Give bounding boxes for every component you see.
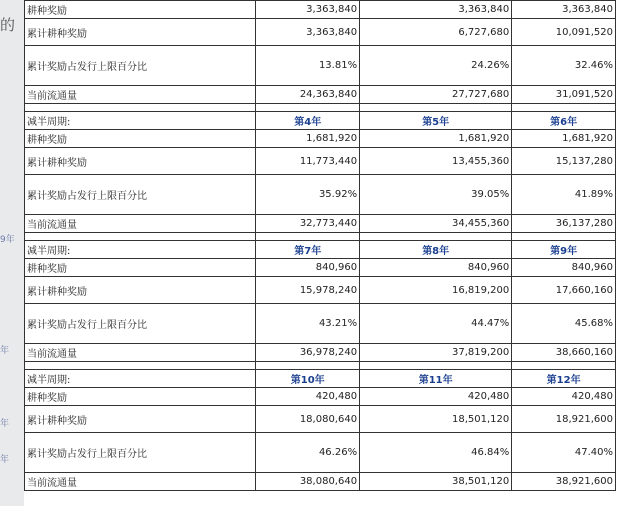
- cell-value: 41.89%: [512, 175, 616, 215]
- cell-value: 3,363,840: [512, 1, 616, 19]
- row-label: 累计耕种奖励: [25, 148, 256, 175]
- cell-value: 6,727,680: [360, 19, 512, 46]
- cell-value: 38,921,600: [512, 473, 616, 491]
- table-row: [25, 19, 616, 46]
- year-header: 第9年: [512, 241, 616, 259]
- row-label: 累计耕种奖励: [25, 19, 256, 46]
- cell-value: 34,455,360: [360, 215, 512, 233]
- cell-value: 27,727,680: [360, 86, 512, 104]
- table-row: [25, 130, 616, 148]
- edge-fragment: 9年: [0, 235, 15, 245]
- cell-value: 13.81%: [256, 46, 360, 86]
- row-label: 当前流通量: [25, 215, 256, 233]
- table-row: [25, 1, 616, 19]
- cell-value: 43.21%: [256, 304, 360, 344]
- half-period-label: 减半周期:: [25, 370, 256, 388]
- table-row: [25, 86, 616, 104]
- year-header: 第11年: [360, 370, 512, 388]
- cell-value: 840,960: [256, 259, 360, 277]
- table-row: [25, 473, 616, 491]
- cell-value: 840,960: [512, 259, 616, 277]
- row-label: 累计耕种奖励: [25, 406, 256, 433]
- row-label: 累计奖励占发行上限百分比: [25, 175, 256, 215]
- cell-value: 31,091,520: [512, 86, 616, 104]
- table-row: [25, 241, 616, 259]
- cell-value: 1,681,920: [360, 130, 512, 148]
- cell-value: 38,080,640: [256, 473, 360, 491]
- cutoff-text-fragment: 的: [0, 16, 16, 34]
- row-label: 累计奖励占发行上限百分比: [25, 304, 256, 344]
- cell-value: 13,455,360: [360, 148, 512, 175]
- table-row: [25, 406, 616, 433]
- cell-value: 3,363,840: [360, 1, 512, 19]
- cell-value: 46.26%: [256, 433, 360, 473]
- cell-value: 24.26%: [360, 46, 512, 86]
- cell-value: 47.40%: [512, 433, 616, 473]
- table-row: [25, 344, 616, 362]
- year-header: 第6年: [512, 112, 616, 130]
- half-period-label: 减半周期:: [25, 241, 256, 259]
- year-header: 第8年: [360, 241, 512, 259]
- spacer-row: [25, 233, 616, 241]
- cell-value: 46.84%: [360, 433, 512, 473]
- table-row: [25, 388, 616, 406]
- cell-value: 1,681,920: [256, 130, 360, 148]
- row-label: 耕种奖励: [25, 130, 256, 148]
- cell-value: 17,660,160: [512, 277, 616, 304]
- cell-value: 39.05%: [360, 175, 512, 215]
- cell-value: 18,501,120: [360, 406, 512, 433]
- row-label: 当前流通量: [25, 473, 256, 491]
- cell-value: 420,480: [360, 388, 512, 406]
- cell-value: 45.68%: [512, 304, 616, 344]
- row-label: 耕种奖励: [25, 388, 256, 406]
- row-label: 当前流通量: [25, 344, 256, 362]
- row-label: 耕种奖励: [25, 259, 256, 277]
- cell-value: 15,137,280: [512, 148, 616, 175]
- cell-value: 32.46%: [512, 46, 616, 86]
- table-row: [25, 259, 616, 277]
- spreadsheet-page: [24, 0, 640, 506]
- table-row: [25, 370, 616, 388]
- reward-schedule-table: [24, 0, 616, 491]
- cell-value: 840,960: [360, 259, 512, 277]
- cell-value: 37,819,200: [360, 344, 512, 362]
- table-row: [25, 148, 616, 175]
- cell-value: 36,978,240: [256, 344, 360, 362]
- table-row: [25, 304, 616, 344]
- cell-value: 3,363,840: [256, 19, 360, 46]
- cell-value: 1,681,920: [512, 130, 616, 148]
- edge-fragment: 年: [0, 455, 10, 465]
- year-header: 第10年: [256, 370, 360, 388]
- table-row: [25, 277, 616, 304]
- row-label: 累计耕种奖励: [25, 277, 256, 304]
- table-row: [25, 112, 616, 130]
- year-header: 第7年: [256, 241, 360, 259]
- cell-value: 18,921,600: [512, 406, 616, 433]
- year-header: 第5年: [360, 112, 512, 130]
- cell-value: 44.47%: [360, 304, 512, 344]
- table-row: [25, 215, 616, 233]
- cell-value: 38,660,160: [512, 344, 616, 362]
- cell-value: 15,978,240: [256, 277, 360, 304]
- cell-value: 32,773,440: [256, 215, 360, 233]
- edge-fragment: 年: [0, 346, 10, 356]
- cell-value: 10,091,520: [512, 19, 616, 46]
- cell-value: 36,137,280: [512, 215, 616, 233]
- row-label: 耕种奖励: [25, 1, 256, 19]
- spacer-row: [25, 104, 616, 112]
- table-row: [25, 433, 616, 473]
- row-label: 累计奖励占发行上限百分比: [25, 46, 256, 86]
- cell-value: 24,363,840: [256, 86, 360, 104]
- spacer-row: [25, 362, 616, 370]
- year-header: 第4年: [256, 112, 360, 130]
- cell-value: 11,773,440: [256, 148, 360, 175]
- row-label: 累计奖励占发行上限百分比: [25, 433, 256, 473]
- cell-value: 420,480: [256, 388, 360, 406]
- table-row: [25, 46, 616, 86]
- row-label: 当前流通量: [25, 86, 256, 104]
- table-row: [25, 175, 616, 215]
- cell-value: 16,819,200: [360, 277, 512, 304]
- cell-value: 38,501,120: [360, 473, 512, 491]
- cell-value: 35.92%: [256, 175, 360, 215]
- cell-value: 3,363,840: [256, 1, 360, 19]
- cell-value: 18,080,640: [256, 406, 360, 433]
- edge-fragment: 年: [0, 419, 10, 429]
- cell-value: 420,480: [512, 388, 616, 406]
- half-period-label: 减半周期:: [25, 112, 256, 130]
- year-header: 第12年: [512, 370, 616, 388]
